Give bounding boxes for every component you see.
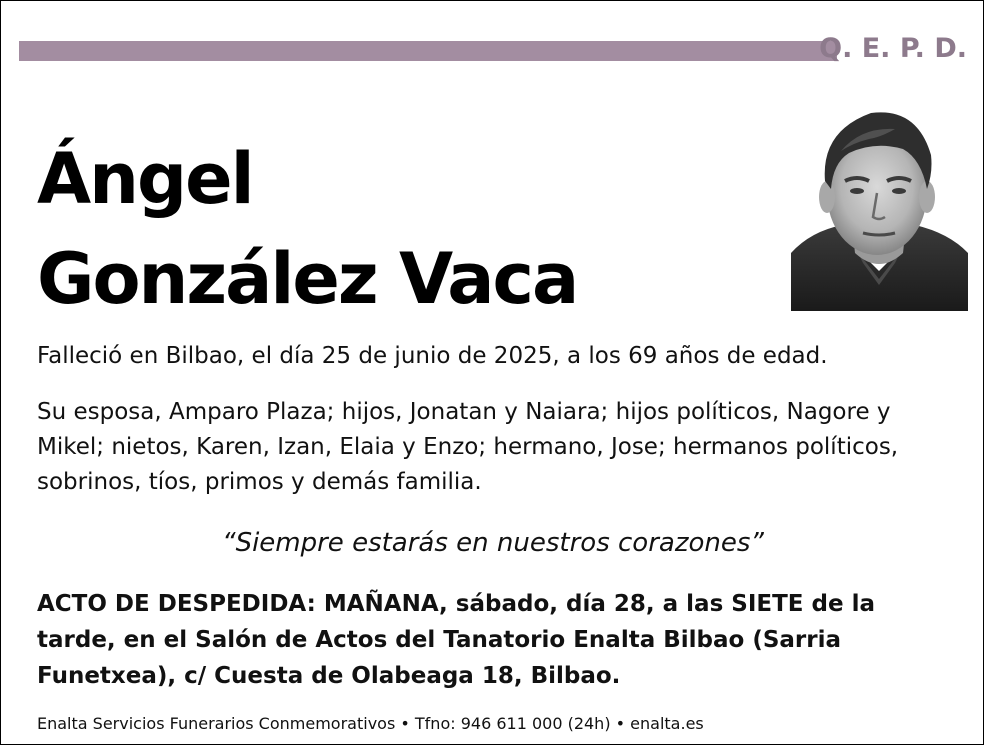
qepd-label: Q. E. P. D.: [819, 33, 967, 64]
deceased-name: [37, 129, 577, 329]
funeral-home-footer: Enalta Servicios Funerarios Conmemorativos • Tfno: 946 611 000 (24h) • enalta.es: [37, 714, 704, 733]
deceased-first-name: Ángel: [37, 138, 253, 220]
family-list: Su esposa, Amparo Plaza; hijos, Jonatan y Naiara; hijos políticos, Nagore y Mikel; nietos, Karen, Izan, Elaia y Enzo; hermano, Jose; hermanos políticos, sobrinos, tíos, primos y demás familia.: [37, 399, 899, 495]
ceremony-details: ACTO DE DESPEDIDA: MAÑANA, sábado, día 28, a las SIETE de la tarde, en el Salón de Actos del Tanatorio Enalta Bilbao (Sarria Funetxea), c/ Cuesta de Olabeaga 18, Bilbao.: [37, 591, 875, 689]
header-accent-bar: [19, 41, 837, 61]
deceased-surnames: González Vaca: [37, 238, 578, 320]
portrait-photo-icon: [791, 103, 968, 311]
death-announcement: Falleció en Bilbao, el día 25 de junio de 2025, a los 69 años de edad.: [37, 343, 828, 369]
memorial-quote: “Siempre estarás en nuestros corazones”: [222, 528, 764, 558]
portrait-svg: [791, 103, 968, 311]
